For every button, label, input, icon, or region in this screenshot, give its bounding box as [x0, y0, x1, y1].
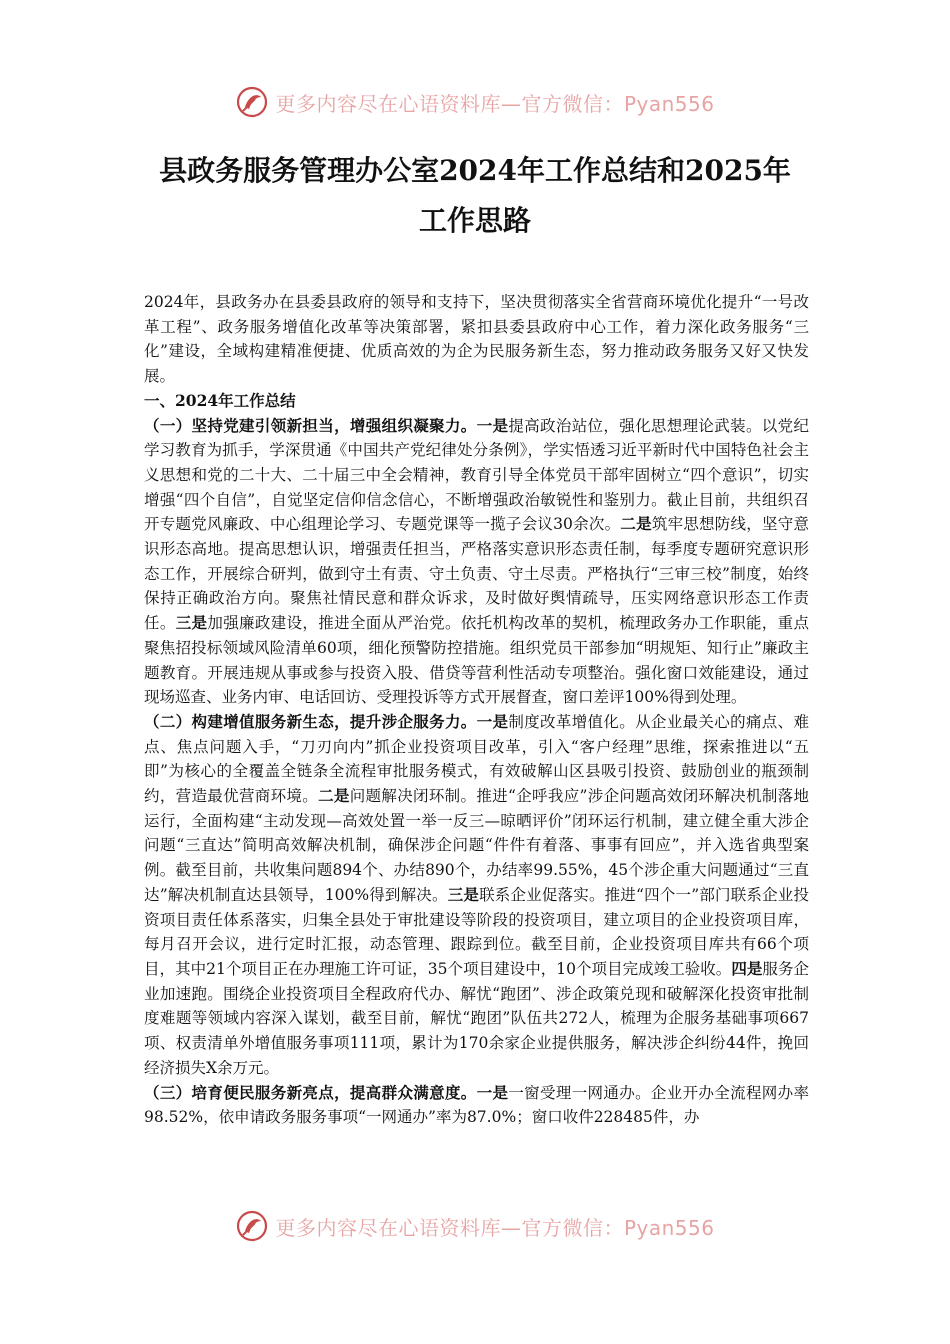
section-heading: 一、2024年工作总结	[144, 390, 296, 410]
library-logo-icon	[235, 85, 269, 119]
part3-s1-label: 一是	[476, 1082, 509, 1102]
part3-heading: （三）培育便民服务新亮点，提高群众满意度。	[144, 1082, 477, 1102]
part2-s2-label: 二是	[318, 786, 350, 806]
part1-s2-label: 二是	[620, 514, 652, 534]
watermark-text: 更多内容尽在心语资料库—官方微信：Pyan556	[275, 1215, 715, 1240]
part2-s1-text: 制度改革增值化。从企业最关心的痛点、难点、焦点问题入手，“刀刃向内”抓企业投资项目改革，引入“客户经理”思维，探索推进以“五即”为核心的全覆盖全链条全流程审批服务模式，有效破解山区县吸引投资、鼓励创业的瓶颈制约，营造最优营商环境。	[144, 712, 809, 806]
part2-s3-label: 三是	[447, 884, 480, 904]
part2-s4-text: 服务企业加速跑。围绕企业投资项目全程政府代办、解忧“跑团”、涉企政策兑现和破解深化投资审批制度难题等领域内容深入谋划，截至目前，解忧“跑团”队伍共272人，梳理为企服务基础事项667项、权责清单外增值服务事项111项，累计为170余家企业提供服务，解决涉企纠纷44件，挽回经济损失X余万元。	[144, 959, 809, 1077]
part1-s3-text: 加强廉政建设，推进全面从严治党。依托机构改革的契机，梳理政务办工作职能，重点聚焦招投标领域风险清单60项，细化预警防控措施。组织党员干部参加“明规矩、知行止”廉政主题教育。开展违规从事或参与投资入股、借贷等营利性活动专项整治。强化窗口效能建设，通过现场巡查、业务内审、电话回访、受理投诉等方式开展督查，窗口差评100%得到处理。	[144, 614, 809, 707]
title-line-2: 工作思路	[418, 204, 531, 237]
part1-s2-text: 筑牢思想防线，坚守意识形态高地。提高思想认识，增强责任担当，严格落实意识形态责任制，每季度专题研究意识形态工作，开展综合研判，做到守土有责、守土负责、守土尽责。严格执行“三审三校”制度，始终保持正确政治方向。聚焦社情民意和群众诉求，及时做好舆情疏导，压实网络意识形态工作责任。	[144, 515, 809, 633]
part1-heading: （一）坚持党建引领新担当，增强组织凝聚力。	[144, 415, 477, 435]
watermark-banner-bottom	[0, 1206, 950, 1246]
document-body	[144, 290, 809, 1130]
part2-paragraph	[144, 710, 809, 1081]
part2-s4-label: 四是	[731, 958, 763, 978]
library-logo-icon	[235, 1209, 269, 1243]
part3-s1-text: 一窗受理一网通办。企业开办全流程网办率98.52%，依申请政务服务事项“一网通办”率为87.0%；窗口收件228485件，办	[144, 1083, 809, 1127]
part1-paragraph	[144, 414, 809, 710]
watermark-banner-top	[0, 82, 950, 122]
watermark-text: 更多内容尽在心语资料库—官方微信：Pyan556	[275, 91, 715, 116]
part2-s3-text: 联系企业促落实。推进“四个一”部门联系企业投资项目责任体系落实，归集全县处于审批建设等阶段的投资项目，建立项目的企业投资项目库，每月召开会议，进行定时汇报，动态管理、跟踪到位。截至目前，企业投资项目库共有66个项目，其中21个项目正在办理施工许可证，35个项目建设中，10个项目完成竣工验收。	[144, 885, 809, 978]
part1-s3-label: 三是	[175, 613, 208, 633]
part3-paragraph	[144, 1081, 809, 1130]
part1-s1-text: 提高政治站位，强化思想理论武装。以党纪学习教育为抓手，学深贯通《中国共产党纪律处分条例》，学实悟透习近平新时代中国特色社会主义思想和党的二十大、二十届三中全会精神，教育引导全体党员干部牢固树立“四个意识”，切实增强“四个自信”，自觉坚定信仰信念信心，不断增强政治敏锐性和鉴别力。截止目前，共组织召开专题党风廉政、中心组理论学习、专题党课等一揽子会议30余次。	[144, 416, 809, 534]
part2-s1-label: 一是	[476, 711, 509, 731]
intro-paragraph: 2024年，县政务办在县委县政府的领导和支持下，坚决贯彻落实全省营商环境优化提升“一号改革工程”、政务服务增值化改革等决策部署，紧扣县委县政府中心工作，着力深化政务服务“三化”建设，全域构建精准便捷、优质高效的为企为民服务新生态，努力推动政务服务又好又快发展。	[144, 293, 809, 386]
document-title	[120, 146, 830, 246]
part1-s1-label: 一是	[476, 415, 509, 435]
part2-heading: （二）构建增值服务新生态，提升涉企服务力。	[144, 711, 477, 731]
part2-s2-text: 问题解决闭环制。推进“企呼我应”涉企问题高效闭环解决机制落地运行，全面构建“主动发现—高效处置一举一反三—晾晒评价”闭环运行机制，建立健全重大涉企问题“三直达”简明高效解决机制，确保涉企问题“件件有着落、事事有回应”，并入选省典型案例。截至目前，共收集问题894个、办结890个，办结率99.55%，45个涉企重大问题通过“三直达”解决机制直达县领导，100%得到解决。	[144, 787, 809, 904]
title-line-1: 县政务服务管理办公室2024年工作总结和2025年	[159, 154, 791, 187]
